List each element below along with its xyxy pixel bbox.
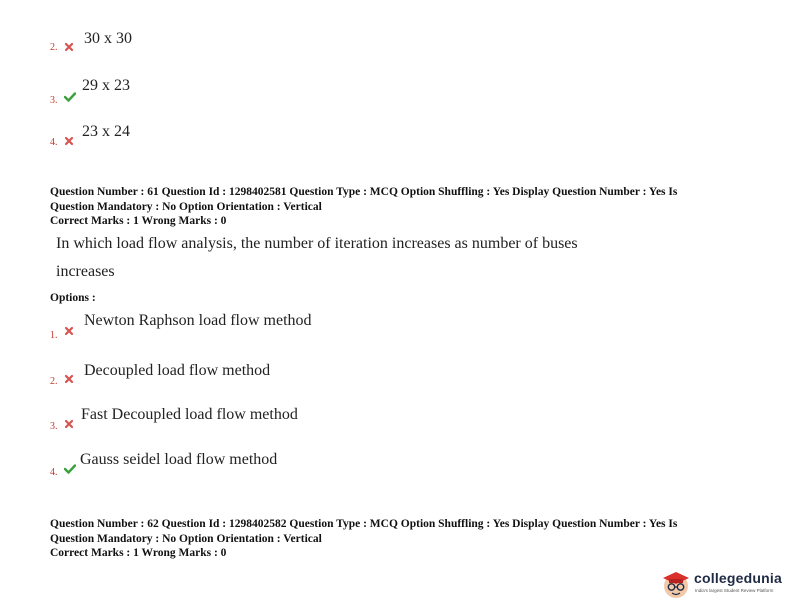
option-text: 30 x 30 [84,30,132,47]
option-text: Newton Raphson load flow method [84,312,312,329]
option-number: 3. [50,421,58,432]
option-text: Gauss seidel load flow method [80,451,278,468]
option-number: 3. [50,95,58,106]
question-text-line-2: increases [56,263,115,280]
meta-line-2: Question Mandatory : No Option Orientation : Vertical [50,532,322,545]
collegedunia-logo [660,566,785,602]
option-number: 4. [50,137,58,148]
meta-line-1: Question Number : 61 Question Id : 1298402581 Question Type : MCQ Option Shuffling : Yes Display Question Number : Yes Is [50,186,678,198]
wrong-cross-icon [64,374,74,384]
question-62-meta [50,517,750,561]
logo-wordmark: collegedunia [694,570,782,586]
graduate-mascot-icon [660,568,692,600]
marks-line: Correct Marks : 1 Wrong Marks : 0 [50,547,227,559]
wrong-cross-icon [64,326,74,336]
options-label: Options : [50,292,96,304]
option-number: 2. [50,42,58,53]
wrong-cross-icon [64,136,74,146]
logo-tagline: India's largest Student Review Platform [695,588,774,593]
option-text: 23 x 24 [82,123,130,140]
question-text-line-1: In which load flow analysis, the number of iteration increases as number of buses [56,235,578,252]
meta-line-1: Question Number : 62 Question Id : 1298402582 Question Type : MCQ Option Shuffling : Yes Display Question Number : Yes Is [50,518,678,530]
wrong-cross-icon [64,42,74,52]
option-text: Decoupled load flow method [84,362,271,379]
option-text: Fast Decoupled load flow method [81,406,298,423]
question-61-meta [50,185,750,229]
option-number: 2. [50,376,58,387]
wrong-cross-icon [64,419,74,429]
correct-check-icon [64,464,76,474]
option-number: 4. [50,467,58,478]
marks-line: Correct Marks : 1 Wrong Marks : 0 [50,215,227,227]
correct-check-icon [64,92,76,102]
meta-line-2: Question Mandatory : No Option Orientation : Vertical [50,200,322,213]
option-number: 1. [50,330,58,341]
question-61-text [56,230,676,286]
option-text: 29 x 23 [82,77,130,94]
